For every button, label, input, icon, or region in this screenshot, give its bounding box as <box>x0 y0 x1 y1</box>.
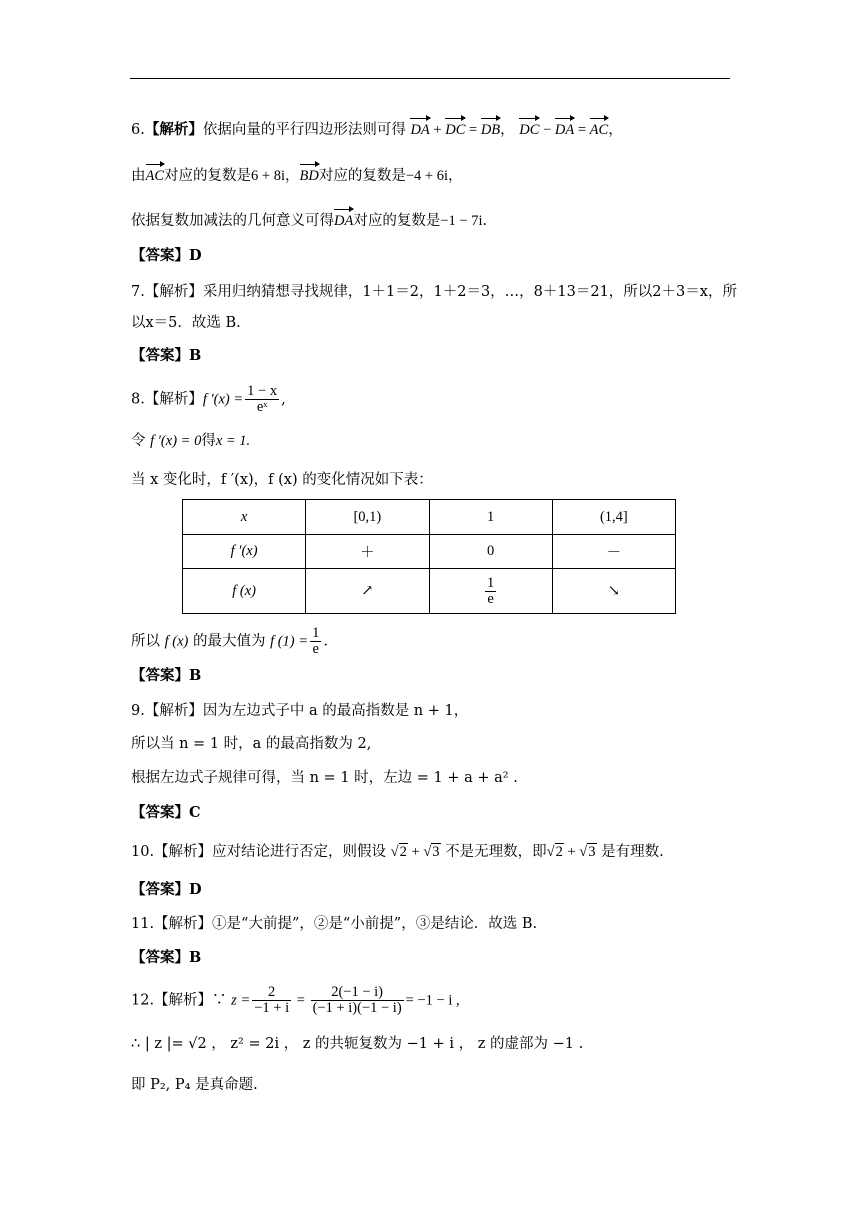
q6-line2: 由AC对应的复数是6 + 8i，BD对应的复数是−4 + 6i， <box>131 164 462 186</box>
variation-table <box>182 499 676 614</box>
table-cell: 1 <box>429 500 552 535</box>
table-cell: f (x) <box>183 569 306 614</box>
q9-answer: 【答案】C <box>131 804 201 821</box>
q7-answer: 【答案】B <box>131 347 202 364</box>
table-max-fraction <box>485 576 496 607</box>
table-row-derivative <box>183 535 676 569</box>
q12-z: z = <box>231 992 251 1009</box>
vector-bd: BD <box>300 164 319 186</box>
vector-ac-2: AC <box>146 164 165 186</box>
q8-line2-text-b: 得 <box>201 433 216 449</box>
vector-dc: DC <box>445 118 465 140</box>
q9-line1: 9.【解析】因为左边式子中 a 的最高指数是 n + 1， <box>131 703 469 719</box>
table-cell-increasing <box>306 569 429 614</box>
q8-derivative-lhs: f ′(x) = <box>202 391 244 408</box>
vector-da: DA <box>410 118 429 140</box>
table-row-header <box>183 500 676 535</box>
q8-line3: 当 x 变化时，f ′(x)，f (x) 的变化情况如下表： <box>131 472 433 488</box>
q11-answer: 【答案】B <box>131 949 202 966</box>
q8-derivative-fraction <box>245 384 279 415</box>
q10-mid: 不是无理数，即 <box>445 844 547 860</box>
q8-line4-text-a: 所以 <box>131 633 160 650</box>
q6-text: 依据向量的平行四边形法则可得 <box>202 122 406 138</box>
q10-line1 <box>131 842 664 862</box>
q12-prefix: 12.【解析】∵ <box>131 992 227 1009</box>
q6-line2-text-a: 由 <box>131 168 146 184</box>
table-cell: [0,1) <box>306 500 429 535</box>
q6-answer: 【答案】D <box>131 247 202 264</box>
q8-prefix: 8.【解析】 <box>131 391 203 408</box>
q8-line4-f1: f (1) = <box>270 633 309 650</box>
increasing-arrow-icon: ↗ <box>361 582 374 599</box>
q12-line1: 12.【解析】∵ z = $\frac{2}{-1 + i}$ = $\frac{2(-1 - i)}{(-1 + i)(-1 - i)}$ = −1 − i , <box>131 984 460 1016</box>
q6-number: 6. <box>131 122 145 138</box>
q12-f1-num: 2 <box>252 985 291 1001</box>
q10-answer: 【答案】D <box>131 881 202 898</box>
q6-line2-comma: ， <box>285 168 300 184</box>
q8-line4: 所以 f (x) 的最大值为 f (1) = $\frac{1}{e}$ . <box>131 625 328 657</box>
q8-line2-result: x = 1. <box>215 433 251 449</box>
q8-line2 <box>131 431 250 451</box>
header-rule <box>130 78 730 79</box>
q12-f2-den: (−1 + i)(−1 − i) <box>312 1000 402 1016</box>
vector-db: DB <box>481 118 500 140</box>
q8-line1: 8.【解析】f ′(x) = $\frac{1 - x}{\text{eˣ}}$ , <box>131 383 286 415</box>
q8-frac-num: 1 − x <box>247 383 278 399</box>
table-cell: － <box>552 535 675 569</box>
table-cell: x <box>183 500 306 535</box>
q7-line2: 以x＝5．故选 B. <box>131 315 241 331</box>
q12-f2-num: 2(−1 − i) <box>311 985 404 1001</box>
q12-line2: ∴ | z |= √2 ， z² = 2i ， z 的共轭复数为 −1 + i ， z 的虚部为 −1 . <box>131 1036 584 1052</box>
q8-line2-text-a: 令 <box>131 433 146 449</box>
table-cell: f ′(x) <box>183 535 306 569</box>
q6-line3-text-a: 依据复数加减法的几何意义可得 <box>131 213 334 229</box>
q6-line3-text-b: 对应的复数是 <box>353 213 441 229</box>
q9-line3: 根据左边式子规律可得，当 n = 1 时，左边 = 1 + a + a² . <box>131 770 518 786</box>
table-row-function <box>183 569 676 614</box>
q8-line2-expr: f ′(x) = 0 <box>150 433 202 449</box>
complex-da: −1 − 7i <box>440 213 483 229</box>
q8-line4-fraction <box>310 626 321 657</box>
table-cell: 0 <box>429 535 552 569</box>
table-cell-max <box>429 569 552 614</box>
vector-dc-2: DC <box>519 118 539 140</box>
q6-line2-text-d: 对应的复数是 <box>318 168 406 184</box>
complex-bd: −4 + 6i <box>405 168 448 184</box>
q6-tag: 【解析】 <box>144 121 203 138</box>
q12-f1-den: −1 + i <box>254 1000 290 1016</box>
sqrt-2-plus-sqrt-3: √2 + √3 <box>390 844 440 860</box>
q12-fraction-1 <box>252 985 291 1016</box>
q10-prefix: 10.【解析】应对结论进行否定，则假设 <box>131 844 387 860</box>
q7-line1: 7.【解析】采用归纳猜想寻找规律，1＋1＝2，1＋2＝3，…，8＋13＝21，所以2＋3＝x，所 <box>131 284 737 300</box>
sqrt-2-plus-sqrt-3-b: √2 + √3 <box>546 844 596 860</box>
decreasing-arrow-icon: ↘ <box>607 582 620 599</box>
q8-answer: 【答案】B <box>131 667 202 684</box>
q6-line3: 依据复数加减法的几何意义可得DA对应的复数是−1 − 7i. <box>131 209 487 231</box>
q10-suffix: 是有理数. <box>601 844 664 860</box>
q6-line1: 6.【解析】依据向量的平行四边形法则可得 DA + DC = DB， DC − DA = AC， <box>131 118 623 140</box>
q9-line2: 所以当 n = 1 时，a 的最高指数为 2, <box>131 736 372 752</box>
vector-da-3: DA <box>334 209 353 231</box>
q8-line4-expr: f (x) <box>164 633 189 650</box>
q8-line4-den: e <box>312 641 319 657</box>
table-cell: ＋ <box>306 535 429 569</box>
q8-line4-text-b: 的最大值为 <box>192 633 266 650</box>
q12-fraction-2 <box>311 985 404 1016</box>
q6-line2-text-b: 对应的复数是 <box>164 168 252 184</box>
table-frac-num: 1 <box>487 574 495 591</box>
q12-line3: 即 P₂, P₄ 是真命题. <box>131 1077 258 1093</box>
table-cell-decreasing <box>552 569 675 614</box>
q8-line4-num: 1 <box>312 625 320 641</box>
vector-ac: AC <box>590 118 609 140</box>
q11-line1: 11.【解析】①是“大前提”，②是“小前提”，③是结论．故选 B. <box>131 916 538 932</box>
table-frac-den: e <box>487 590 494 607</box>
vector-da-2: DA <box>555 118 574 140</box>
table-cell: (1,4] <box>552 500 675 535</box>
q12-result: = −1 − i , <box>405 992 460 1009</box>
complex-ac: 6 + 8i <box>251 168 285 184</box>
q8-frac-den: eˣ <box>256 399 268 415</box>
